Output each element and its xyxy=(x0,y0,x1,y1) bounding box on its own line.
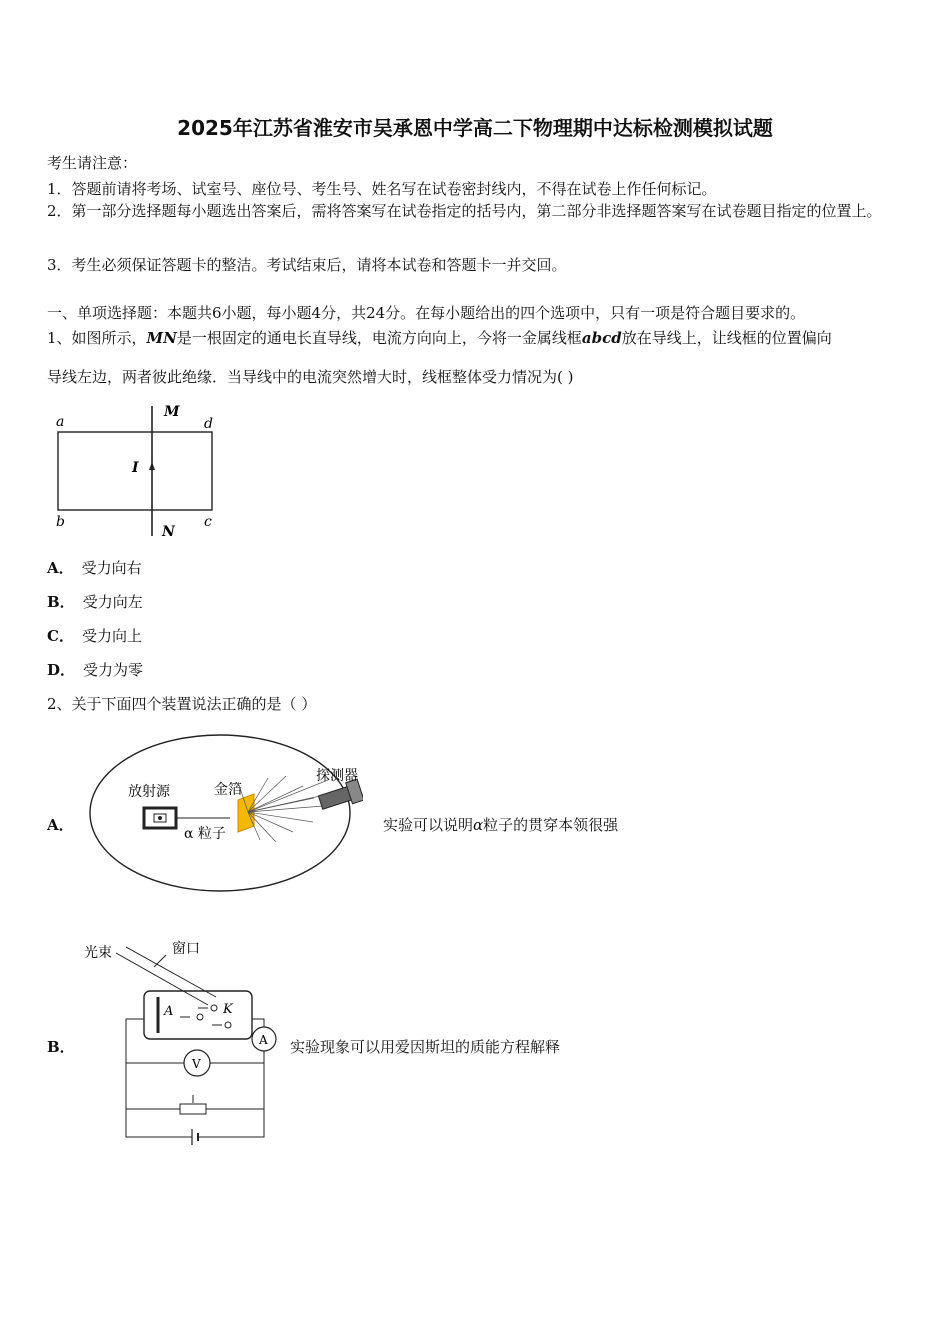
window-label: 窗口 xyxy=(172,941,200,957)
q1-option-b[interactable] xyxy=(47,591,143,612)
notice-header: 考生请注意： xyxy=(47,154,138,172)
question-1-stem-line2: 导线左边，两者彼此绝缘．当导线中的电流突然增大时，线框整体受力情况为( ) xyxy=(47,368,574,386)
page-title: 2025年江苏省淮安市吴承恩中学高二下物理期中达标检测模拟试题 xyxy=(177,116,773,140)
q2-option-a-text xyxy=(383,814,618,835)
circuit-wire-left xyxy=(126,1019,184,1063)
voltmeter-label: V xyxy=(192,1057,201,1071)
q1-option-d[interactable] xyxy=(47,659,143,680)
label-c: c xyxy=(204,514,212,530)
circuit-wire-lower-left xyxy=(126,1063,180,1109)
q2-option-a-text-after: 粒子的贯穿本领很强 xyxy=(483,816,619,834)
label-a: a xyxy=(56,414,65,430)
q2-option-b-text: 实验现象可以用爱因斯坦的质能方程解释 xyxy=(290,1038,561,1056)
circuit-wire-battery-right xyxy=(198,1109,264,1137)
question-1-stem-line1 xyxy=(47,327,832,348)
q1-option-b-letter: B． xyxy=(47,593,75,611)
circuit-wire-right xyxy=(210,1051,264,1063)
q2-option-a[interactable] xyxy=(47,814,82,835)
circuit-wire-lower-right xyxy=(206,1063,264,1109)
q2-option-a-alpha: α xyxy=(473,816,484,834)
label-current: I xyxy=(132,460,139,476)
q1-option-a-text: 受力向右 xyxy=(81,559,142,577)
foil-label: 金箔 xyxy=(214,782,242,798)
label-n: N xyxy=(162,524,175,540)
q2-option-a-text-before: 实验可以说明 xyxy=(383,816,474,834)
q1-option-d-letter: D． xyxy=(47,661,76,679)
q1-stem-mn: MN xyxy=(146,329,177,347)
radiation-source-icon xyxy=(144,808,176,828)
q1-option-c[interactable] xyxy=(47,625,142,646)
window-marker xyxy=(154,955,166,967)
label-b: b xyxy=(56,514,65,530)
detector-label: 探测器 xyxy=(316,768,358,784)
question-2-stem: 2、关于下面四个装置说法正确的是（ ） xyxy=(47,695,317,713)
label-d: d xyxy=(204,416,213,432)
q1-figure xyxy=(50,400,230,542)
rutherford-scattering-figure xyxy=(88,730,363,895)
q1-stem-part1: 1、如图所示， xyxy=(47,329,147,347)
q1-stem-part3: 放在导线上，让线框的位置偏向 xyxy=(621,329,832,347)
q1-option-c-text: 受力向上 xyxy=(81,627,142,645)
q1-option-c-letter: C． xyxy=(47,627,74,645)
notice-item-2: 2．第一部分选择题每小题选出答案后，需将答案写在试卷指定的括号内，第二部分非选择题答案写在试卷题目指定的位置上。 xyxy=(47,202,882,220)
notice-item-1: 1．答题前请将考场、试室号、座位号、考生号、姓名写在试卷密封线内，不得在试卷上作任何标记。 xyxy=(47,180,717,198)
cathode-label: K xyxy=(223,1002,233,1017)
photoelectric-figure xyxy=(80,935,285,1145)
section-heading: 一、单项选择题：本题共6小题，每小题4分，共24分。在每小题给出的四个选项中，只有一项是符合题目要求的。 xyxy=(47,304,806,322)
q1-option-b-text: 受力向左 xyxy=(82,593,143,611)
current-arrow-icon xyxy=(149,462,155,470)
q1-option-d-text: 受力为零 xyxy=(83,661,144,679)
q2-option-a-letter: A． xyxy=(47,816,74,834)
q2-option-b-letter: B． xyxy=(47,1038,75,1056)
q2-option-b[interactable] xyxy=(47,1036,83,1057)
vacuum-chamber xyxy=(90,735,350,891)
source-label: 放射源 xyxy=(128,784,170,800)
q1-option-a-letter: A． xyxy=(47,559,74,577)
alpha-particle-label: α 粒子 xyxy=(184,826,226,842)
notice-item-3: 3．考生必须保证答题卡的整洁。考试结束后，请将本试卷和答题卡一并交回。 xyxy=(47,256,567,274)
circuit-wire-right-top xyxy=(252,1019,264,1027)
ammeter-label: A xyxy=(259,1033,268,1047)
q1-stem-abcd: abcd xyxy=(581,329,622,347)
gold-foil xyxy=(238,794,254,832)
beam-label: 光束 xyxy=(84,945,112,961)
q1-option-a[interactable] xyxy=(47,557,142,578)
q1-stem-part2: 是一根固定的通电长直导线，电流方向向上，今将一金属线框 xyxy=(176,329,582,347)
label-m: M xyxy=(164,404,180,420)
rheostat-icon xyxy=(180,1104,206,1114)
anode-label: A xyxy=(164,1004,174,1019)
